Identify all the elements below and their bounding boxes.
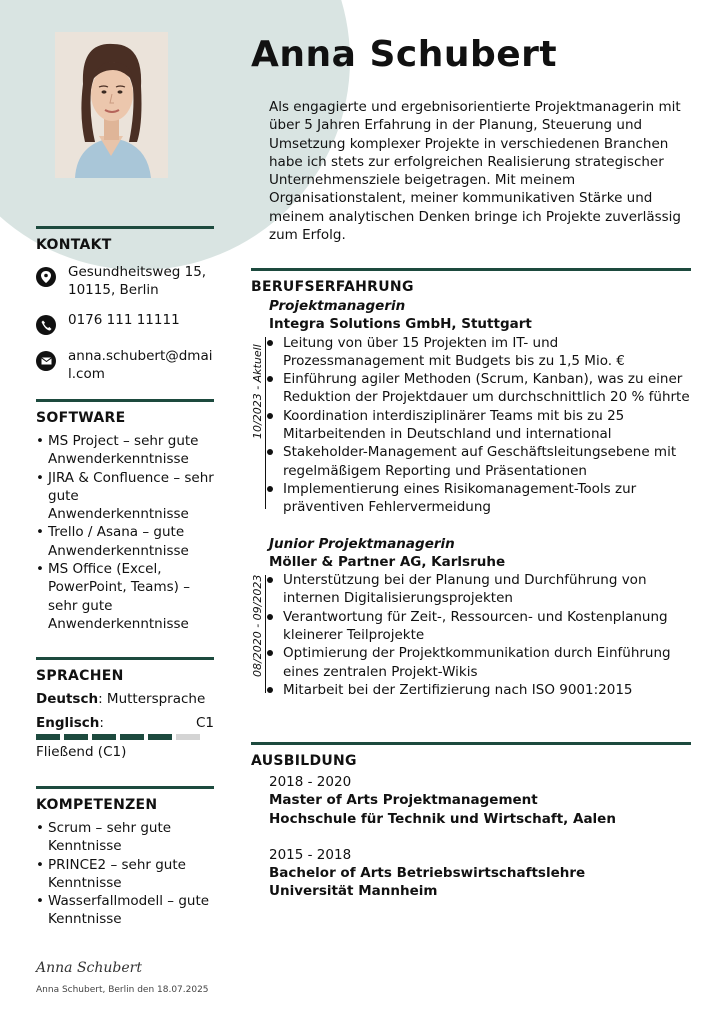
- contact-email: [36, 347, 214, 383]
- software-section: [36, 399, 214, 633]
- timeline-line: [265, 575, 266, 693]
- contact-title: KONTAKT: [36, 237, 112, 253]
- language-level: Muttersprache: [106, 691, 206, 707]
- job-entry: [251, 297, 691, 517]
- section-divider: [36, 226, 214, 229]
- experience-title: BERUFSERFAHRUNG: [251, 279, 414, 295]
- languages-section: [36, 657, 214, 761]
- contact-phone: [36, 311, 214, 335]
- level-segment: [36, 734, 60, 740]
- contact-section: [36, 226, 214, 383]
- job-title: Junior Projektmanagerin: [269, 535, 455, 552]
- language-separator: :: [98, 691, 107, 707]
- software-title: SOFTWARE: [36, 410, 126, 426]
- language-separator: :: [99, 715, 104, 731]
- language-level-text: Fließend (C1): [36, 744, 127, 760]
- phone-icon: [36, 315, 56, 335]
- education-school: Universität Mannheim: [269, 883, 438, 900]
- task-item: Optimierung der Projektkommunikation durch Einführung eines zentralen Projekt-Wikis: [283, 644, 691, 681]
- level-segment: [120, 734, 144, 740]
- level-segment: [148, 734, 172, 740]
- job-tasks: [283, 571, 691, 699]
- list-item: • PRINCE2 – sehr gute Kenntnisse: [36, 856, 214, 893]
- section-divider: [36, 786, 214, 789]
- section-divider: [36, 657, 214, 660]
- place-date: Anna Schubert, Berlin den 18.07.2025: [36, 985, 209, 995]
- skills-list: [36, 819, 214, 929]
- email-icon: [36, 351, 56, 371]
- education-degree: Bachelor of Arts Betriebswirtschaftslehre: [269, 865, 586, 882]
- language-level-bar: [36, 734, 214, 740]
- experience-section: [251, 268, 691, 699]
- education-entry: [269, 773, 691, 828]
- section-divider: [36, 399, 214, 402]
- education-years: 2015 - 2018: [269, 846, 352, 863]
- task-item: Mitarbeit bei der Zertifizierung nach ISO 9001:2015: [283, 681, 691, 699]
- education-title: AUSBILDUNG: [251, 753, 357, 769]
- job-title: Projektmanagerin: [269, 298, 406, 314]
- job-company: Integra Solutions GmbH, Stuttgart: [269, 316, 532, 333]
- list-item: • JIRA & Confluence – sehr gute Anwenderkenntnisse: [36, 469, 214, 524]
- education-years: 2018 - 2020: [269, 774, 352, 790]
- level-segment: [92, 734, 116, 740]
- task-item: Einführung agiler Methoden (Scrum, Kanban), was zu einer Reduktion der Projektdauer um durchschnittlich 20 % führte: [283, 371, 690, 406]
- profile-summary: Als engagierte und ergebnisorientierte Projektmanagerin mit über 5 Jahren Erfahrung in der Planung, Steuerung und Umsetzung komplexer Projekte in verschiedenen Branchen habe ich stets zur erfolgreichen Realisierung strategischer Unternehmensziele beigetragen. Mit meinem Organisationstalent, meiner kommunikativen Stärke und meinem analytischen Denken bringe ich Projekte zuverlässig zum Erfolg.: [269, 99, 682, 244]
- software-list: [36, 432, 214, 633]
- profile-photo: [55, 32, 168, 178]
- task-item: Koordination interdisziplinärer Teams mit bis zu 25 Mitarbeitenden in Deutschland und international: [283, 407, 691, 444]
- task-item: Verantwortung für Zeit-, Ressourcen- und Kostenplanung kleinerer Teilprojekte: [283, 608, 691, 645]
- contact-phone-text: 0176 111 11111: [68, 312, 180, 328]
- language-name: Deutsch: [36, 691, 99, 707]
- education-entry: [269, 846, 691, 901]
- job-dates: 10/2023 - Aktuell: [251, 344, 264, 439]
- section-divider: [251, 268, 691, 271]
- level-segment-empty: [176, 734, 200, 740]
- education-section: [251, 742, 691, 901]
- list-item: • Scrum – sehr gute Kenntnisse: [36, 819, 214, 856]
- location-pin-icon: [36, 267, 56, 287]
- contact-address: [36, 263, 214, 299]
- candidate-name: Anna Schubert: [251, 34, 558, 75]
- job-dates: 08/2020 - 09/2023: [251, 574, 264, 677]
- job-company: Möller & Partner AG, Karlsruhe: [269, 553, 506, 570]
- contact-email-text: anna.schubert@dmail.com: [68, 348, 213, 382]
- list-item: • MS Office (Excel, PowerPoint, Teams) – sehr gute Anwenderkenntnisse: [36, 560, 214, 633]
- task-item: Stakeholder-Management auf Geschäftsleitungsebene mit regelmäßigem Reporting und Präsentationen: [283, 443, 691, 480]
- list-item: • Trello / Asana – gute Anwenderkenntnisse: [36, 523, 214, 560]
- skills-title: KOMPETENZEN: [36, 797, 158, 813]
- level-segment: [64, 734, 88, 740]
- contact-address-text: Gesundheitsweg 15, 10115, Berlin: [68, 264, 207, 298]
- education-degree: Master of Arts Projektmanagement: [269, 792, 538, 809]
- signature: Anna Schubert: [36, 960, 142, 976]
- language-german: [36, 690, 214, 708]
- list-item: • MS Project – sehr gute Anwenderkenntnisse: [36, 432, 214, 469]
- job-entry: [251, 535, 691, 700]
- languages-title: SPRACHEN: [36, 668, 124, 684]
- skills-section: [36, 786, 214, 929]
- task-item: Leitung von über 15 Projekten im IT- und Prozessmanagement mit Budgets bis zu 1,5 Mio. €: [283, 334, 691, 371]
- job-tasks: [283, 334, 691, 517]
- language-name: Englisch: [36, 715, 100, 731]
- timeline-line: [265, 337, 266, 509]
- task-item: Unterstützung bei der Planung und Durchführung von internen Digitalisierungsprojekten: [283, 571, 691, 608]
- list-item: • Wasserfallmodell – gute Kenntnisse: [36, 892, 214, 929]
- section-divider: [251, 742, 691, 745]
- language-code: C1: [195, 715, 214, 731]
- language-english: [36, 714, 214, 732]
- task-item: Implementierung eines Risikomanagement-Tools zur präventiven Fehlervermeidung: [283, 480, 691, 517]
- education-school: Hochschule für Technik und Wirtschaft, Aalen: [269, 810, 616, 827]
